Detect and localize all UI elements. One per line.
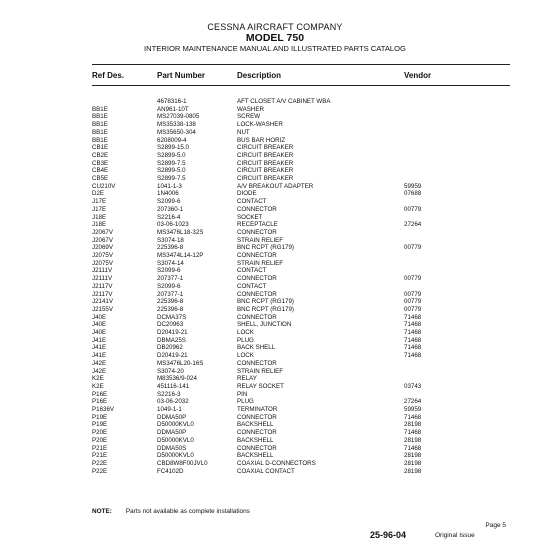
cell-ref-des: J2067V [92,236,113,244]
cell-description: WASHER [237,105,264,113]
cell-part-number: MS35338-138 [157,121,196,129]
column-header-vendor: Vendor [404,71,432,80]
cell-ref-des: K2E [92,382,104,390]
cell-description: BNC RCPT (RG179) [237,305,294,313]
cell-ref-des: P16E [92,390,108,398]
cell-part-number: MS3476L18-32S [157,228,204,236]
cell-vendor: 71468 [404,344,422,352]
cell-description: BACKSHELL [237,436,274,444]
table-row [0,267,550,275]
cell-ref-des: J18E [92,221,107,229]
cell-ref-des: J42E [92,359,107,367]
table-row [0,344,550,352]
cell-ref-des: P21E [92,444,108,452]
cell-ref-des: P20E [92,436,108,444]
cell-vendor: 71468 [404,336,422,344]
cell-description: CONNECTOR [237,205,277,213]
table-row [0,167,550,175]
cell-description: RECEPTACLE [237,221,278,229]
cell-description: PLUG [237,336,254,344]
cell-part-number: S2899-5.0 [157,151,186,159]
cell-part-number: S2099-6 [157,267,181,275]
table-row [0,375,550,383]
cell-description: PLUG [237,398,254,406]
table-row [0,291,550,299]
table-row [0,260,550,268]
cell-ref-des: J2069V [92,244,113,252]
cell-part-number: S2216-4 [157,213,181,221]
cell-ref-des: BB1E [92,128,108,136]
cell-ref-des: P1636V [92,406,115,413]
table-row [0,429,550,437]
cell-part-number: D50000KVL0 [157,452,194,460]
cell-description: BACKSHELL [237,452,274,460]
cell-part-number: DB20962 [157,344,183,352]
cell-ref-des: P16E [92,398,108,406]
cell-part-number: FC4102D [157,467,184,475]
cell-part-number: S2216-3 [157,390,181,398]
cell-description: CONNECTOR [237,444,277,452]
cell-vendor: 71468 [404,321,422,329]
column-header-ref-des: Ref Des. [92,71,125,80]
cell-description: CONNECTOR [237,275,277,283]
cell-description: CIRCUIT BREAKER [237,167,294,175]
table-row [0,406,550,414]
cell-description: BACK SHELL [237,344,276,352]
cell-part-number: DC20963 [157,321,184,329]
cell-ref-des: J2155V [92,305,113,313]
cell-ref-des: CB3E [92,159,109,167]
table-row [0,229,550,237]
table-row [0,398,550,406]
cell-description: PIN [237,390,248,398]
cell-vendor: 00779 [404,305,422,313]
cell-part-number: 225396-8 [157,298,184,306]
table-row [0,190,550,198]
cell-ref-des: J17E [92,205,107,213]
cell-description: CONNECTOR [237,429,277,437]
cell-ref-des: J2117V [92,282,113,290]
table-row [0,321,550,329]
cell-ref-des: J41E [92,352,107,360]
cell-description: STRAIN RELIEF [237,259,284,267]
issue-label: Original Issue [435,532,475,539]
cell-ref-des: J2141V [92,298,113,306]
cell-ref-des: J17E [92,198,107,206]
table-row [0,244,550,252]
table-row [0,206,550,214]
page-number: Page 5 [485,522,506,529]
cell-ref-des: J2067V [92,228,113,236]
cell-vendor: 00779 [404,275,422,283]
cell-description: CONTACT [237,198,267,206]
cell-vendor: 28198 [404,436,422,444]
cell-description: CIRCUIT BREAKER [237,175,294,182]
cell-part-number: 4678316-1 [157,98,187,105]
cell-part-number: MS3474L14-12P [157,252,204,259]
cell-ref-des: P22E [92,459,108,467]
cell-vendor: 00779 [404,290,422,298]
cell-ref-des: BB1E [92,105,108,113]
cell-description: COAXIAL CONTACT [237,467,295,475]
cell-part-number: 225396-8 [157,305,184,313]
cell-part-number: S2899-15.0 [157,144,189,152]
cell-part-number: MS3476L20-16S [157,359,204,367]
table-row [0,452,550,460]
cell-vendor: 27264 [404,221,422,229]
column-header-part-number: Part Number [157,71,206,80]
cell-vendor: 27264 [404,398,422,406]
company-name: CESSNA AIRCRAFT COMPANY [207,22,343,32]
table-row [0,144,550,152]
cell-description: CIRCUIT BREAKER [237,151,294,159]
cell-description: BACKSHELL [237,421,274,429]
cell-description: STRAIN RELIEF [237,367,284,375]
cell-part-number: 225396-8 [157,244,184,252]
cell-part-number: S2099-6 [157,282,181,290]
cell-part-number: D50000KVL0 [157,436,194,444]
cell-part-number: M83536/9-024 [157,375,197,383]
cell-vendor: 28198 [404,421,422,429]
cell-part-number: S2899-5.0 [157,167,186,175]
cell-part-number: DDMA50P [157,413,187,421]
cell-part-number: MS35650-304 [157,128,196,136]
header-top-rule [92,64,510,65]
document-number: 25-96-04 [370,530,407,540]
cell-part-number: 207360-1 [157,205,184,213]
table-row [0,306,550,314]
cell-description: CONTACT [237,267,267,275]
cell-part-number: 03-06-2032 [157,398,189,406]
cell-ref-des: P19E [92,421,108,429]
cell-description: CONNECTOR [237,413,277,421]
cell-description: BUS BAR HORIZ [237,136,286,144]
table-row [0,175,550,183]
cell-vendor: 00779 [404,244,422,252]
cell-vendor: 03743 [404,382,422,390]
table-row [0,445,550,453]
table-row [0,214,550,222]
table-row [0,421,550,429]
cell-ref-des: P21E [92,452,108,460]
cell-ref-des: J40E [92,321,107,329]
cell-part-number: S3074-18 [157,236,184,244]
cell-description: CONTACT [237,282,267,290]
table-row [0,437,550,445]
cell-ref-des: J42E [92,367,107,375]
table-row [0,360,550,368]
cell-ref-des: CB2E [92,151,109,159]
table-row [0,106,550,114]
table-row [0,298,550,306]
table-row [0,160,550,168]
cell-part-number: 1N4006 [157,190,179,198]
header-bottom-rule [92,85,510,86]
cell-description: CONNECTOR [237,359,277,367]
table-row [0,121,550,129]
table-row [0,352,550,360]
cell-ref-des: P20E [92,429,108,437]
cell-part-number: S3074-20 [157,367,184,375]
cell-part-number: 207377-1 [157,290,184,298]
cell-part-number: 207377-1 [157,275,184,283]
cell-ref-des: J2117V [92,290,113,298]
note-label: NOTE: [92,508,112,515]
cell-description: LOCK [237,352,254,360]
cell-part-number: D20419-21 [157,329,188,336]
table-row [0,152,550,160]
cell-description: STRAIN RELIEF [237,236,284,244]
table-row [0,237,550,245]
cell-vendor: 07688 [404,190,422,198]
cell-description: LOCK [237,329,254,336]
cell-description: RELAY SOCKET [237,382,284,390]
cell-ref-des: CU210V [92,182,116,190]
table-row [0,221,550,229]
cell-ref-des: J41E [92,336,107,344]
table-row [0,183,550,191]
cell-ref-des: K2E [92,375,104,383]
cell-vendor: 71468 [404,313,422,321]
table-row [0,391,550,399]
cell-ref-des: J41E [92,344,107,352]
cell-description: COAXIAL D-CONNECTORS [237,459,316,467]
cell-description: NUT [237,128,250,136]
table-row [0,460,550,468]
cell-description: SCREW [237,113,261,121]
cell-description: CIRCUIT BREAKER [237,144,294,152]
cell-description: CONNECTOR [237,228,277,236]
cell-part-number: S3074-14 [157,259,184,267]
cell-part-number: DDMA50S [157,444,187,452]
cell-vendor: 71468 [404,352,422,360]
cell-part-number: S2899-7.5 [157,159,186,167]
cell-ref-des: P22E [92,467,108,475]
cell-description: BNC RCPT (RG179) [237,244,294,252]
cell-ref-des: J2075V [92,252,113,259]
cell-description: LOCK-WASHER [237,121,283,129]
cell-vendor: 71468 [404,444,422,452]
cell-vendor: 71468 [404,413,422,421]
column-header-description: Description [237,71,282,80]
note-text: Parts not available as complete installations [125,508,250,515]
cell-part-number: 1049-1-1 [157,406,182,413]
cell-part-number: D20419-21 [157,352,188,360]
cell-ref-des: D2E [92,190,105,198]
table-row [0,383,550,391]
cell-part-number: 6208009-4 [157,136,187,144]
cell-part-number: DBMA25S [157,336,186,344]
cell-part-number: S2899-7.5 [157,175,186,182]
cell-part-number: AN961-10T [157,105,189,113]
cell-description: SOCKET [237,213,263,221]
cell-description: RELAY [237,375,257,383]
cell-vendor: 28198 [404,467,422,475]
table-row [0,368,550,376]
cell-vendor: 00779 [404,205,422,213]
cell-ref-des: P19E [92,413,108,421]
cell-description: CONNECTOR [237,252,277,259]
manual-title: INTERIOR MAINTENANCE MANUAL AND ILLUSTRATED PARTS CATALOG [144,44,406,53]
cell-ref-des: J40E [92,313,107,321]
cell-description: AFT CLOSET A/V CABINET WBA [237,98,331,105]
table-row [0,314,550,322]
cell-part-number: 1041-1-3 [157,182,182,190]
cell-ref-des: J40E [92,329,107,336]
cell-ref-des: CB1E [92,144,109,152]
table-row [0,98,550,106]
cell-part-number: D50000KVL0 [157,421,194,429]
table-row [0,337,550,345]
cell-ref-des: BB1E [92,113,108,121]
cell-description: A/V BREAKOUT ADAPTER [237,182,314,190]
cell-part-number: 03-06-1023 [157,221,189,229]
cell-vendor: 00779 [404,298,422,306]
cell-vendor: 71468 [404,429,422,437]
note [92,508,250,515]
cell-part-number: 451116-141 [157,382,190,390]
cell-ref-des: J2111V [92,267,113,275]
table-row [0,113,550,121]
table-row [0,137,550,145]
cell-description: CIRCUIT BREAKER [237,159,294,167]
cell-part-number: MS27039-0805 [157,113,200,121]
cell-part-number: DCMA37S [157,313,187,321]
table-row [0,283,550,291]
model-title: MODEL 750 [245,32,305,44]
table-row [0,252,550,260]
cell-vendor: 59959 [404,406,422,413]
cell-description: DIODE [237,190,257,198]
table-row [0,414,550,422]
cell-part-number: CBD8W8F00JVL0 [157,459,208,467]
table-row [0,198,550,206]
table-row [0,468,550,476]
cell-description: BNC RCPT (RG179) [237,298,294,306]
cell-description: CONNECTOR [237,290,277,298]
table-row [0,329,550,337]
cell-ref-des: J2075V [92,259,113,267]
cell-ref-des: BB1E [92,136,108,144]
cell-vendor: 28198 [404,452,422,460]
cell-ref-des: J2111V [92,275,113,283]
cell-description: TERMINATOR [237,406,278,413]
cell-ref-des: J18E [92,213,107,221]
cell-ref-des: BB1E [92,121,108,129]
cell-part-number: DDMA50P [157,429,187,437]
cell-vendor: 59959 [404,182,422,190]
table-row [0,129,550,137]
cell-vendor: 28198 [404,459,422,467]
cell-ref-des: CB4E [92,167,109,175]
table-row [0,275,550,283]
cell-ref-des: CB5E [92,175,109,182]
cell-description: CONNECTOR [237,313,277,321]
cell-description: SHELL, JUNCTION [237,321,292,329]
cell-vendor: 71468 [404,329,422,336]
cell-part-number: S2099-6 [157,198,181,206]
